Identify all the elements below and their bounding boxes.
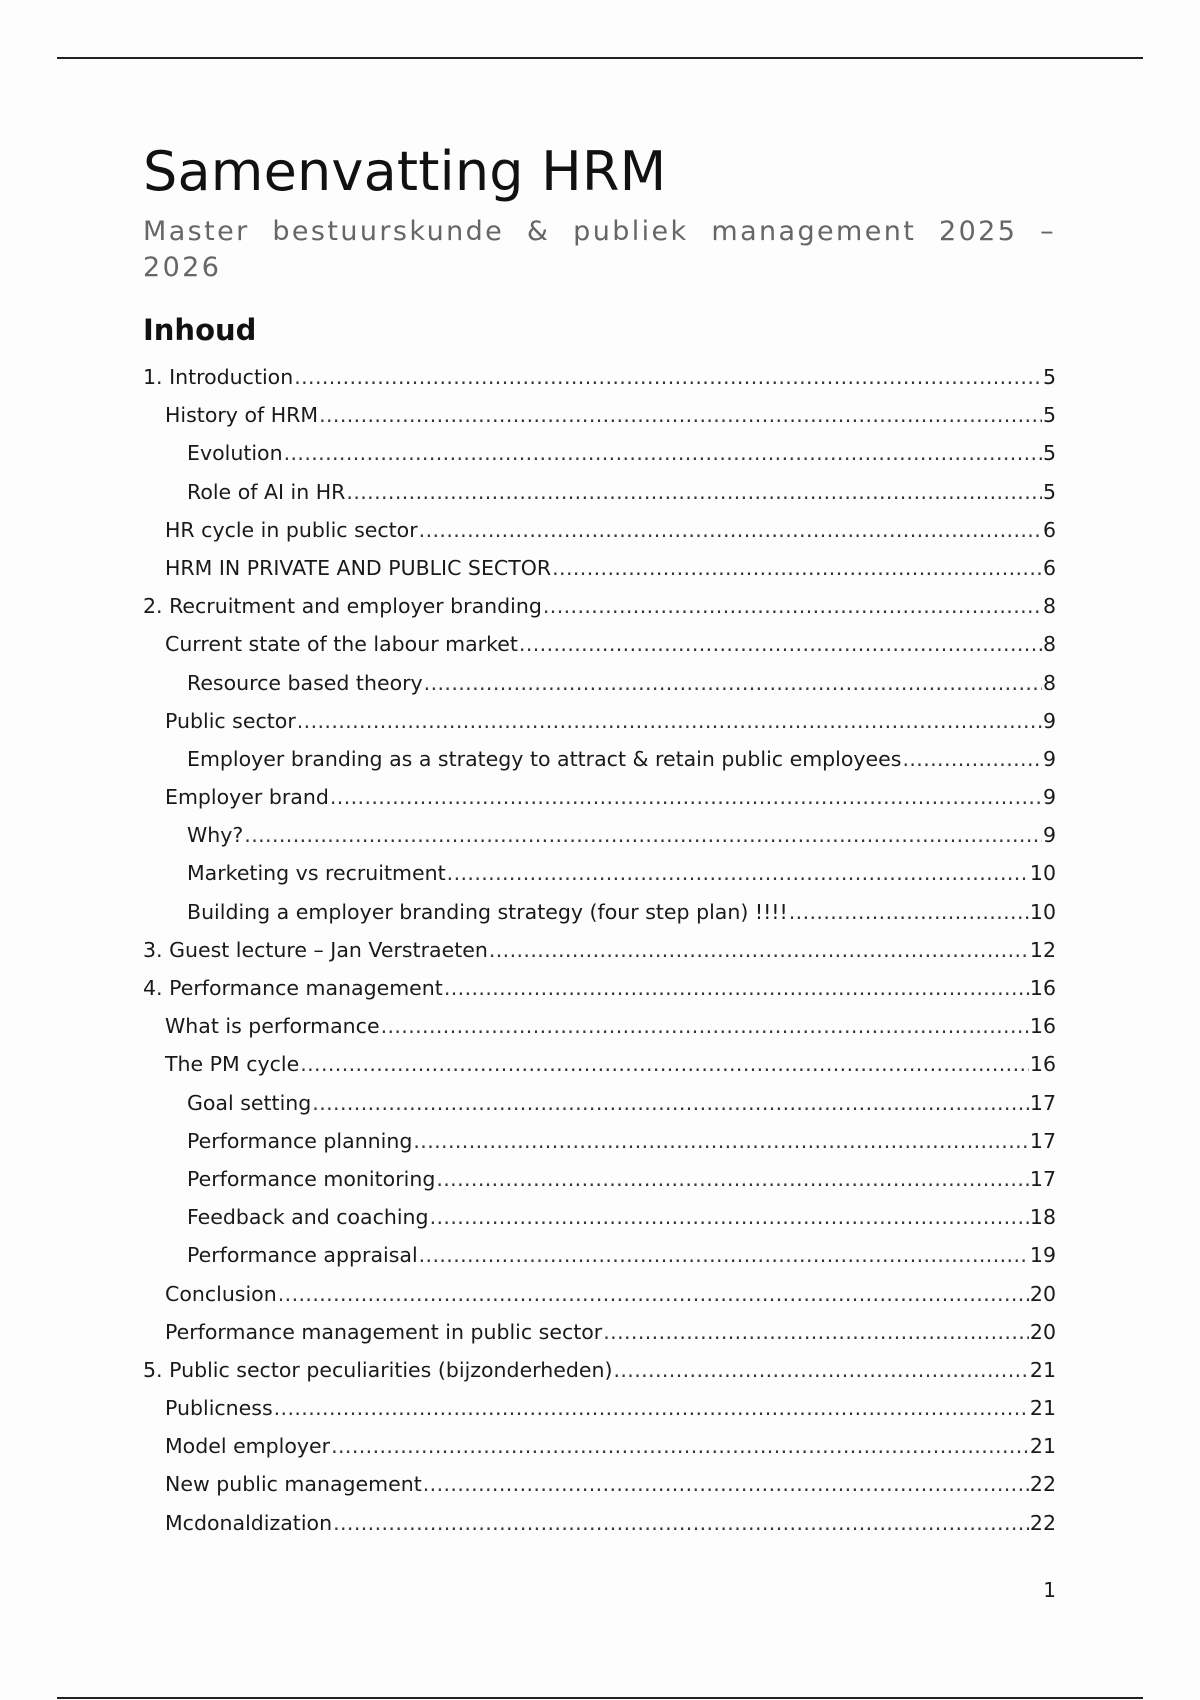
toc-entry[interactable]: [143, 893, 1056, 931]
toc-entry-page-number: 5: [1042, 403, 1056, 428]
toc-dot-leader: [489, 931, 1029, 969]
toc-entry-title: Feedback and coaching: [187, 1205, 429, 1230]
toc-entry-title: Employer branding as a strategy to attract & retain public employees: [187, 746, 902, 771]
toc-entry-title: Public sector: [165, 708, 296, 733]
toc-entry[interactable]: [143, 931, 1056, 969]
toc-entry[interactable]: [143, 969, 1056, 1007]
toc-dot-leader: [543, 587, 1042, 625]
toc-entry-page-number: 22: [1029, 1510, 1056, 1535]
toc-entry-title: Performance management in public sector: [165, 1319, 603, 1344]
toc-entry[interactable]: [143, 1465, 1056, 1503]
toc-entry-page-number: 8: [1042, 632, 1056, 657]
toc-dot-leader: [319, 396, 1042, 434]
toc-entry-page-number: 9: [1042, 785, 1056, 810]
toc-dot-leader: [423, 1465, 1029, 1503]
toc-entry-title: Current state of the labour market: [165, 632, 518, 657]
toc-entry[interactable]: [143, 1007, 1056, 1045]
toc-dot-leader: [331, 1427, 1029, 1465]
toc-dot-leader: [274, 1389, 1029, 1427]
toc-entry-page-number: 18: [1029, 1205, 1056, 1230]
document-title: Samenvatting HRM: [143, 140, 667, 203]
page-number: 1: [1043, 1578, 1056, 1602]
toc-entry-page-number: 9: [1042, 823, 1056, 848]
toc-entry-page-number: 8: [1042, 594, 1056, 619]
toc-entry-title: Performance monitoring: [187, 1166, 436, 1191]
toc-entry-title: Performance planning: [187, 1128, 413, 1153]
toc-entry[interactable]: [143, 396, 1056, 434]
toc-entry[interactable]: [143, 358, 1056, 396]
toc-dot-leader: [430, 1198, 1029, 1236]
document-page: [143, 140, 1056, 1542]
toc-entry-title: Why?: [187, 823, 244, 848]
toc-entry[interactable]: [143, 434, 1056, 472]
toc-dot-leader: [312, 1084, 1029, 1122]
toc-entry-title: Evolution: [187, 441, 283, 466]
toc-entry[interactable]: [143, 1045, 1056, 1083]
toc-entry-title: Performance appraisal: [187, 1243, 418, 1268]
toc-entry-page-number: 20: [1029, 1319, 1056, 1344]
toc-dot-leader: [278, 1275, 1029, 1313]
toc-entry[interactable]: [143, 511, 1056, 549]
toc-entry[interactable]: [143, 1313, 1056, 1351]
toc-dot-leader: [294, 358, 1042, 396]
toc-entry[interactable]: [143, 816, 1056, 854]
toc-entry[interactable]: [143, 625, 1056, 663]
toc-dot-leader: [789, 893, 1029, 931]
toc-entry[interactable]: [143, 1427, 1056, 1465]
toc-entry-title: What is performance: [165, 1014, 380, 1039]
toc-entry-title: Conclusion: [165, 1281, 277, 1306]
toc-entry-title: Role of AI in HR: [187, 479, 346, 504]
toc-entry[interactable]: [143, 1389, 1056, 1427]
toc-entry[interactable]: [143, 1275, 1056, 1313]
toc-dot-leader: [284, 434, 1042, 472]
toc-entry-title: 5. Public sector peculiarities (bijzonderheden): [143, 1357, 613, 1382]
toc-entry-page-number: 9: [1042, 708, 1056, 733]
toc-dot-leader: [413, 1122, 1029, 1160]
toc-dot-leader: [346, 473, 1042, 511]
toc-entry-page-number: 22: [1029, 1472, 1056, 1497]
toc-entry-page-number: 5: [1042, 365, 1056, 389]
toc-entry-page-number: 6: [1042, 517, 1056, 542]
toc-dot-leader: [603, 1313, 1029, 1351]
toc-entry-page-number: 16: [1029, 1052, 1056, 1077]
toc-entry-page-number: 21: [1029, 1396, 1056, 1421]
toc-entry[interactable]: [143, 549, 1056, 587]
toc-dot-leader: [613, 1351, 1028, 1389]
toc-entry-title: Resource based theory: [187, 670, 423, 695]
toc-dot-leader: [552, 549, 1042, 587]
toc-entry-title: HRM IN PRIVATE AND PUBLIC SECTOR: [165, 555, 552, 580]
toc-entry-page-number: 19: [1029, 1243, 1056, 1268]
toc-entry-page-number: 6: [1042, 555, 1056, 580]
toc-entry-title: Goal setting: [187, 1090, 312, 1115]
toc-dot-leader: [381, 1007, 1029, 1045]
toc-entry-title: 4. Performance management: [143, 976, 443, 1000]
toc-entry-page-number: 5: [1042, 479, 1056, 504]
toc-dot-leader: [330, 778, 1042, 816]
table-of-contents: [143, 358, 1056, 1542]
toc-dot-leader: [519, 625, 1042, 663]
toc-dot-leader: [424, 664, 1042, 702]
toc-entry[interactable]: [143, 1084, 1056, 1122]
document-subtitle: Master bestuurskunde & publiek management 2025 – 2026: [143, 216, 1056, 283]
footer-rule: [57, 1697, 1143, 1699]
toc-entry-page-number: 17: [1029, 1128, 1056, 1153]
toc-entry[interactable]: [143, 1504, 1056, 1542]
toc-dot-leader: [447, 854, 1029, 892]
toc-entry[interactable]: [143, 473, 1056, 511]
toc-entry-title: 1. Introduction: [143, 365, 294, 389]
toc-entry-page-number: 21: [1029, 1434, 1056, 1459]
toc-entry-page-number: 10: [1029, 899, 1056, 924]
toc-entry[interactable]: [143, 587, 1056, 625]
toc-entry-title: The PM cycle: [165, 1052, 300, 1077]
toc-entry[interactable]: [143, 702, 1056, 740]
toc-entry[interactable]: [143, 1198, 1056, 1236]
header-rule: [57, 57, 1143, 59]
toc-entry[interactable]: [143, 740, 1056, 778]
toc-entry-title: Model employer: [165, 1434, 331, 1459]
toc-dot-leader: [333, 1504, 1029, 1542]
toc-entry-title: HR cycle in public sector: [165, 517, 418, 542]
toc-entry[interactable]: [143, 1236, 1056, 1274]
toc-entry-title: Employer brand: [165, 785, 329, 810]
toc-dot-leader: [419, 1236, 1029, 1274]
toc-entry[interactable]: [143, 778, 1056, 816]
toc-entry-page-number: 8: [1042, 670, 1056, 695]
toc-entry-page-number: 17: [1029, 1166, 1056, 1191]
toc-entry-page-number: 10: [1029, 861, 1056, 886]
toc-entry-title: Publicness: [165, 1396, 273, 1421]
toc-dot-leader: [902, 740, 1041, 778]
toc-entry[interactable]: [143, 1351, 1056, 1389]
toc-entry-page-number: 21: [1029, 1357, 1056, 1382]
toc-entry[interactable]: [143, 1122, 1056, 1160]
toc-entry-page-number: 20: [1029, 1281, 1056, 1306]
toc-dot-leader: [444, 969, 1029, 1007]
toc-entry-title: New public management: [165, 1472, 422, 1497]
toc-entry-page-number: 16: [1029, 1014, 1056, 1039]
toc-dot-leader: [300, 1045, 1029, 1083]
toc-entry-title: 2. Recruitment and employer branding: [143, 594, 542, 619]
toc-dot-leader: [436, 1160, 1029, 1198]
toc-entry-title: 3. Guest lecture – Jan Verstraeten: [143, 937, 488, 962]
toc-dot-leader: [419, 511, 1042, 549]
toc-heading: Inhoud: [143, 313, 257, 347]
toc-entry[interactable]: [143, 854, 1056, 892]
toc-entry-title: Marketing vs recruitment: [187, 861, 446, 886]
toc-entry-page-number: 16: [1029, 976, 1056, 1000]
toc-dot-leader: [297, 702, 1042, 740]
toc-entry-title: Building a employer branding strategy (four step plan) !!!!: [187, 899, 788, 924]
toc-entry-title: Mcdonaldization: [165, 1510, 333, 1535]
toc-entry-page-number: 12: [1029, 937, 1056, 962]
toc-dot-leader: [244, 816, 1042, 854]
toc-entry-title: History of HRM: [165, 403, 319, 428]
toc-entry-page-number: 5: [1042, 441, 1056, 466]
toc-entry[interactable]: [143, 664, 1056, 702]
toc-entry-page-number: 9: [1042, 746, 1056, 771]
toc-entry-page-number: 17: [1029, 1090, 1056, 1115]
toc-entry[interactable]: [143, 1160, 1056, 1198]
